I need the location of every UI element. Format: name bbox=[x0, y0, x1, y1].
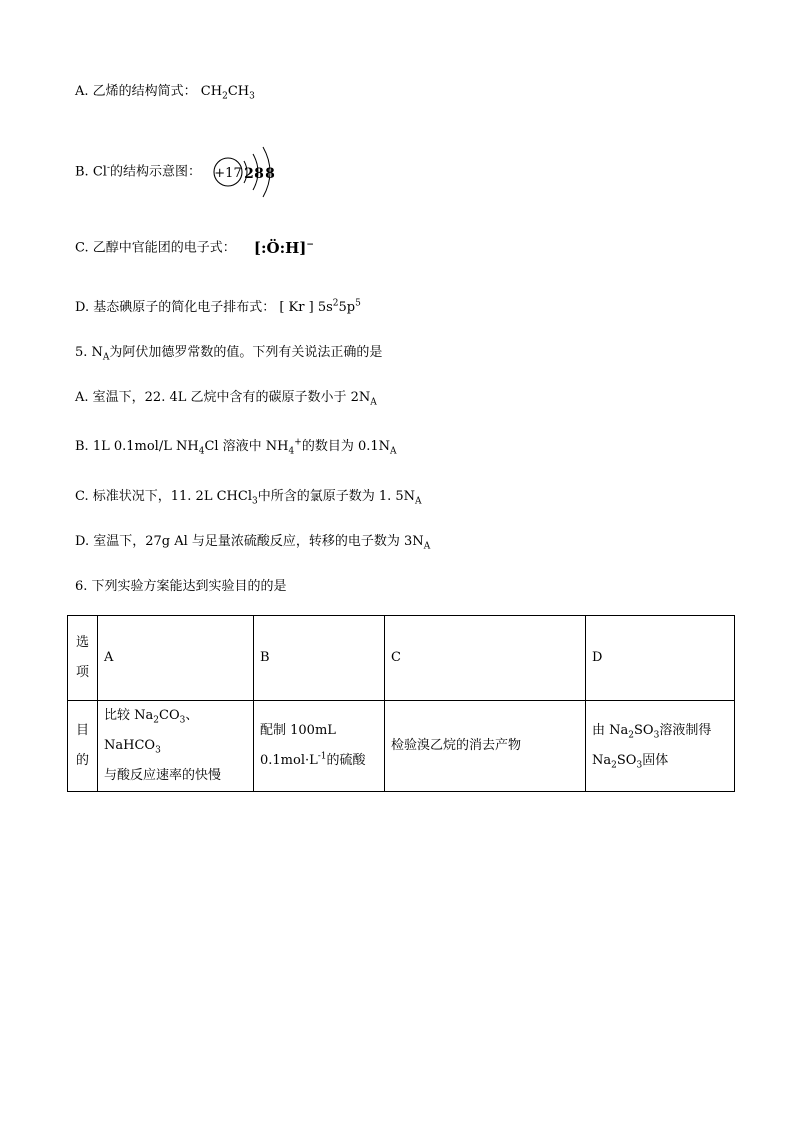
nucleus-charge: +17 bbox=[214, 166, 242, 181]
cell-option-d: D bbox=[586, 616, 735, 701]
shell-3-electrons: 8 bbox=[265, 166, 276, 182]
q5-option-c: C. 标准状况下，11. 2L CHCl$_3$中所含的氯原子数为 1. $5N_A$ bbox=[75, 489, 422, 507]
hydroxyl-electron-formula: [:Ö:H]− bbox=[253, 239, 314, 257]
experiment-options-table bbox=[67, 615, 735, 792]
cell-purpose-c: 检验溴乙烷的消去产物 bbox=[385, 701, 586, 792]
table-row-purpose bbox=[68, 701, 735, 792]
q5-option-b: B. 1L 0.1mol/L $NH_4Cl$ 溶液中 $NH_4^+$的数目为 $0.1N_A$ bbox=[75, 437, 397, 457]
cell-option-b: B bbox=[254, 616, 385, 701]
q4-option-a: A. 乙烯的结构简式： $CH_2CH_3$ bbox=[75, 84, 255, 102]
table-row-options bbox=[68, 616, 735, 701]
cell-purpose-header: 目 的 bbox=[68, 701, 98, 792]
chloride-ion-structure-diagram bbox=[211, 142, 283, 202]
shell-2-electrons: 8 bbox=[254, 166, 265, 182]
q5-option-a: A. 室温下，22. 4L 乙烷中含有的碳原子数小于 $2N_A$ bbox=[75, 390, 377, 408]
cell-purpose-b: 配制 100mL $0.1mol\cdot L^{-1}$的硫酸 bbox=[254, 701, 385, 792]
cell-option-a: A bbox=[98, 616, 254, 701]
q4-option-d: D. 基态碘原子的简化电子排布式： [ Kr ] $5s^25p^5$ bbox=[75, 298, 361, 315]
cell-purpose-a: 比较 $Na_2CO_3$、NaHCO$_3$ 与酸反应速率的快慢 bbox=[98, 701, 254, 792]
q5-stem: 5. $N_A$为阿伏加德罗常数的值。下列有关说法正确的是 bbox=[75, 345, 383, 363]
q5-option-d: D. 室温下，27g Al 与足量浓硫酸反应，转移的电子数为 $3N_A$ bbox=[75, 534, 431, 552]
cell-purpose-d: 由 $Na_2SO_3$溶液制得 $Na_2SO_3$固体 bbox=[586, 701, 735, 792]
q4-option-c: C. 乙醇中官能团的电子式： [:Ö:H]− bbox=[75, 239, 314, 257]
q6-stem: 6. 下列实验方案能达到实验目的的是 bbox=[75, 579, 287, 594]
cell-option-c: C bbox=[385, 616, 586, 701]
q4-option-b: B. Cl-的结构示意图： +17 2 8 8 bbox=[75, 142, 283, 202]
shell-1-electrons: 2 bbox=[244, 166, 255, 182]
cell-option-header: 选 项 bbox=[68, 616, 98, 701]
